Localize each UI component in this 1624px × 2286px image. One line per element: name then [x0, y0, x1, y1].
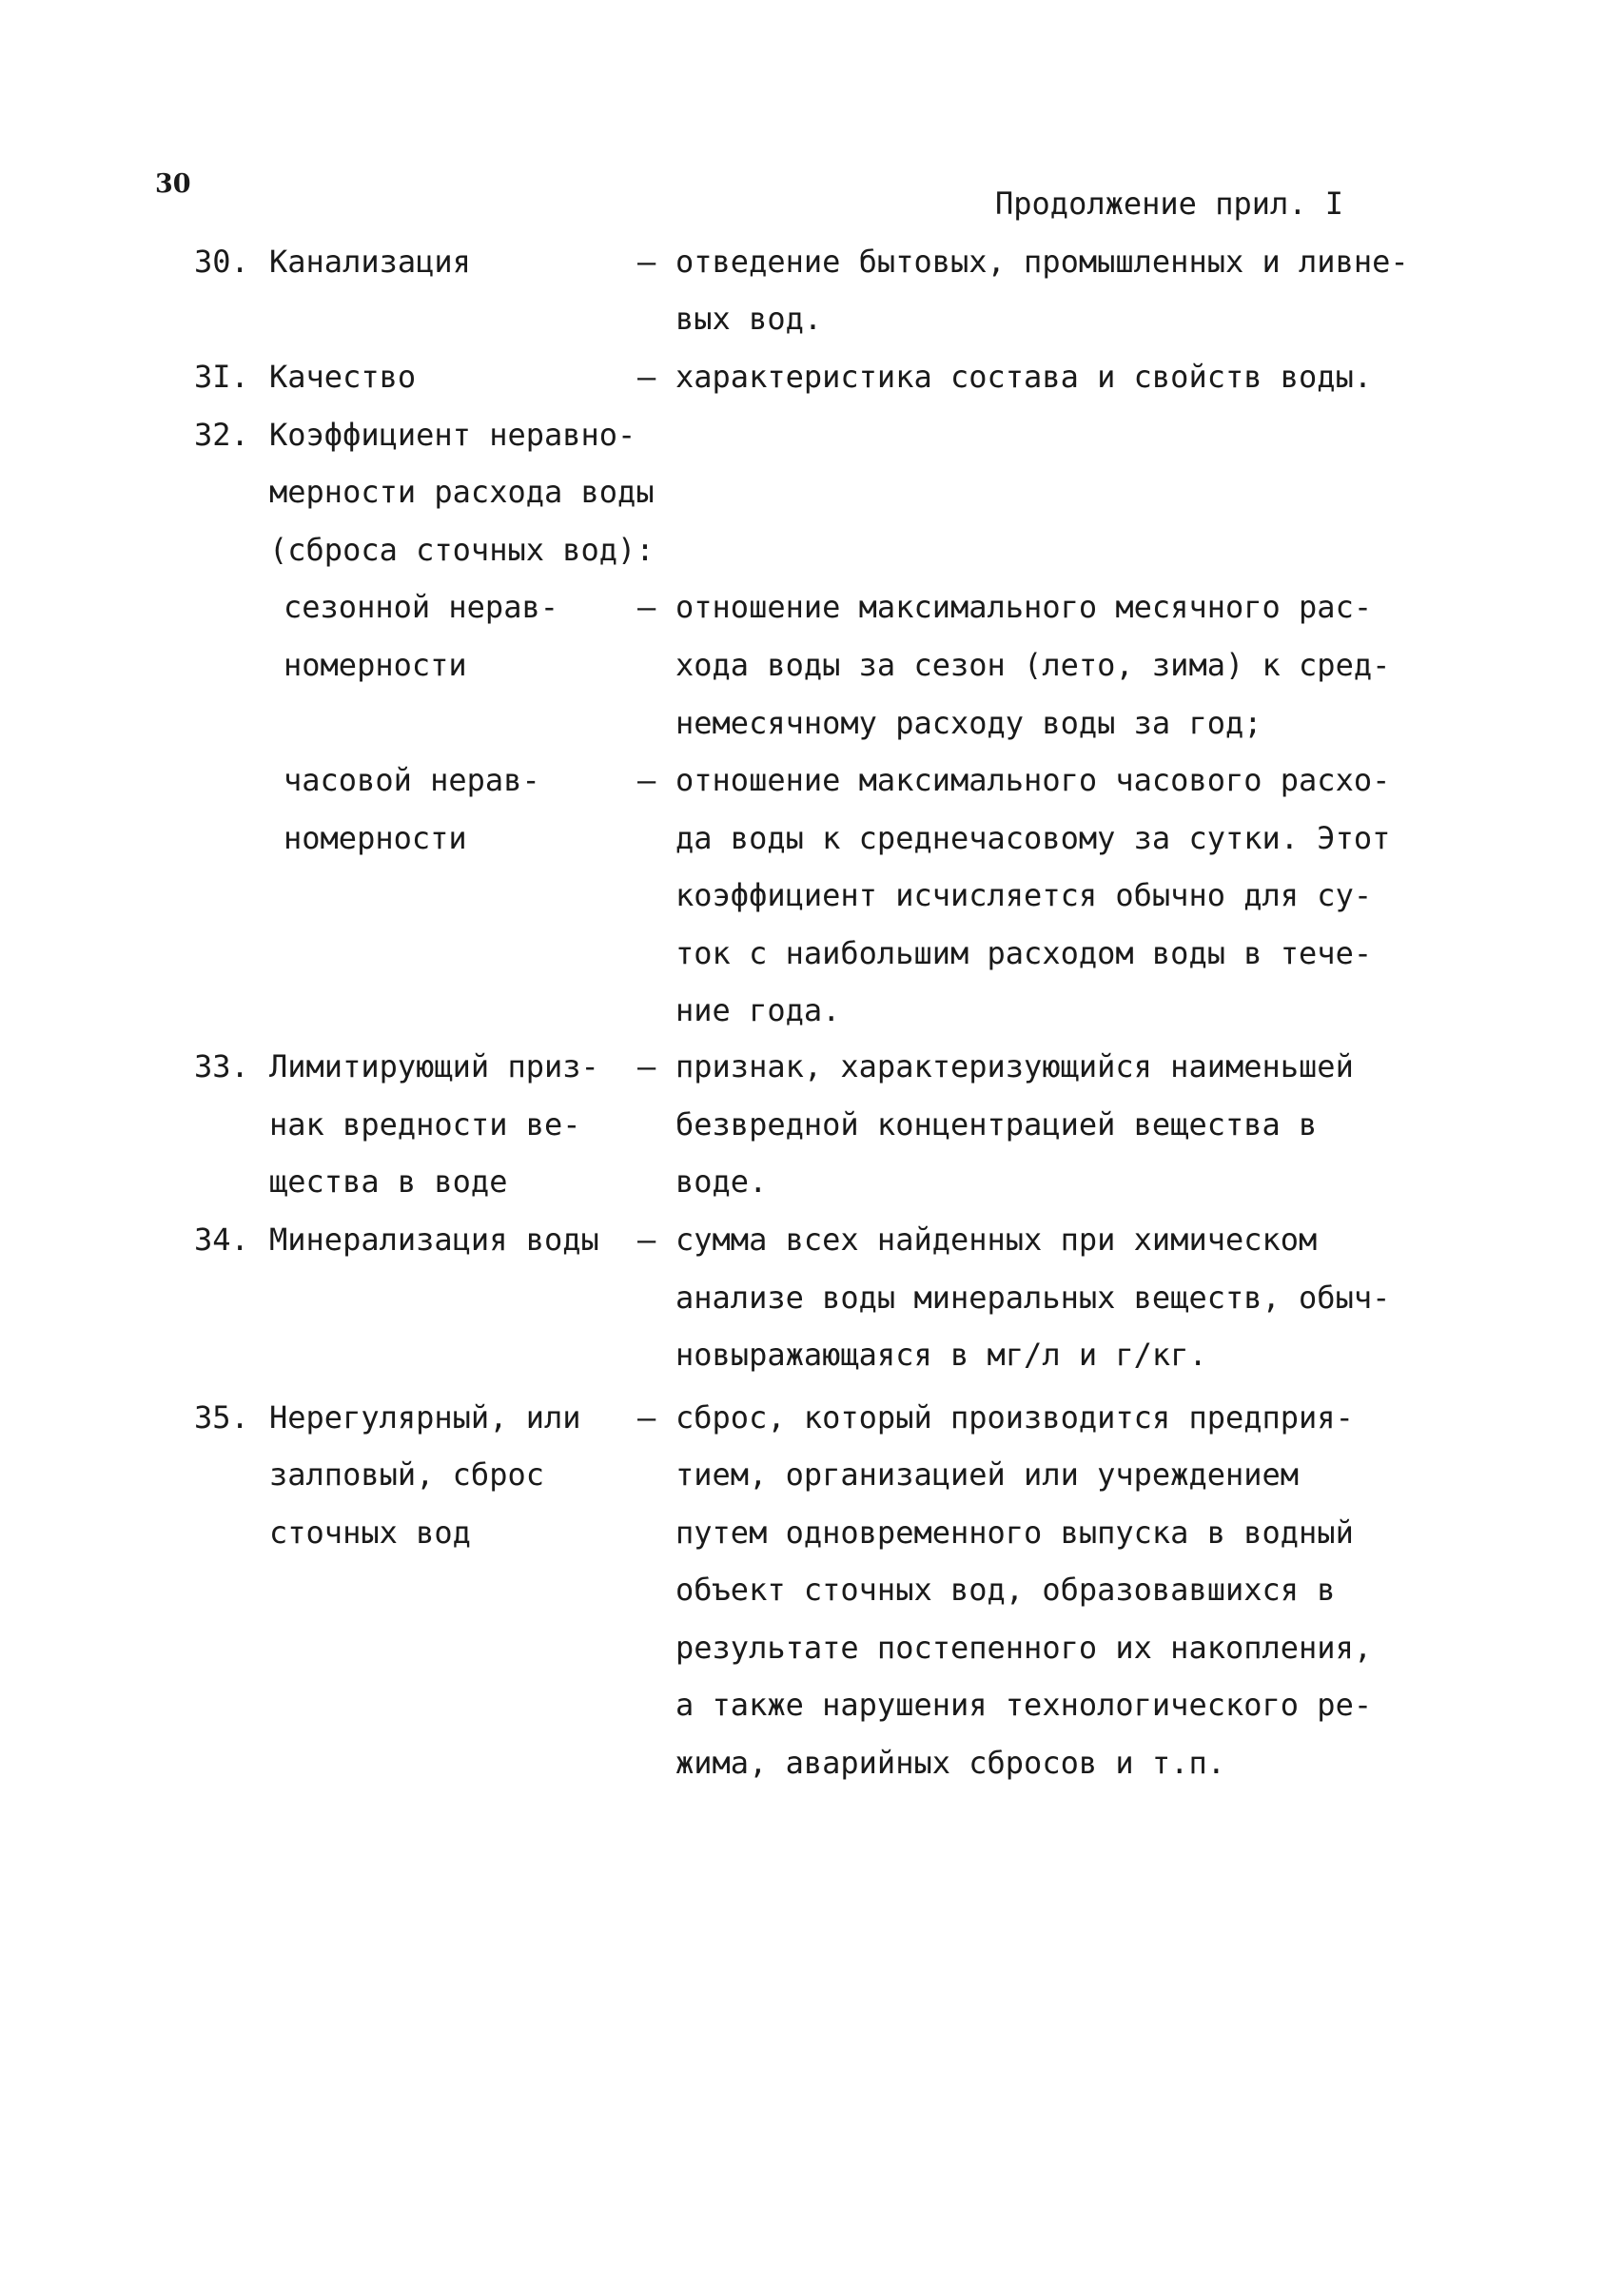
entry-number: 33. — [194, 1048, 249, 1084]
entry-definition-line: тием, организацией или учреждением — [675, 1456, 1300, 1493]
entry-term: мерности расхода воды — [269, 474, 655, 510]
entry-definition-line: жима, аварийных сбросов и т.п. — [675, 1745, 1225, 1781]
entry-term: залповый, сброс — [269, 1456, 544, 1493]
subentry-term: номерности — [284, 820, 467, 856]
entry-definition-line: немесячному расходу воды за год; — [675, 705, 1262, 741]
subentry-term: номерности — [284, 647, 467, 683]
entry-dash: – — [637, 244, 656, 280]
continuation-label: Продолжение прил. I — [995, 186, 1344, 222]
entry-definition-line: отношение максимального месячного рас- — [675, 589, 1373, 625]
entry-definition-line: объект сточных вод, образовавшихся в — [675, 1572, 1336, 1608]
entry-definition-line: ние года. — [675, 992, 841, 1028]
entry-definition-line: характеристика состава и свойств воды. — [675, 359, 1373, 395]
entry-definition-line: да воды к среднечасовому за сутки. Этот — [675, 820, 1391, 856]
entry-term: нак вредности ве- — [269, 1106, 581, 1143]
entry-definition-line: сброс, который производится предприя- — [675, 1399, 1354, 1436]
entry-dash: – — [637, 1048, 656, 1084]
entry-definition-line: а также нарушения технологического ре- — [675, 1687, 1373, 1723]
entry-dash: – — [637, 1221, 656, 1258]
entry-term: щества в воде — [269, 1163, 508, 1200]
entry-term: Минерализация воды — [269, 1221, 599, 1258]
entry-term: Качество — [269, 359, 417, 395]
entry-definition-line: ток с наибольшим расходом воды в тече- — [675, 935, 1373, 971]
entry-definition-line: безвредной концентрацией вещества в — [675, 1106, 1318, 1143]
entry-term: Коэффициент неравно- — [269, 417, 636, 453]
entry-dash: – — [637, 589, 656, 625]
entry-definition-line: новыражающаяся в мг/л и г/кг. — [675, 1337, 1207, 1373]
entry-definition-line: воде. — [675, 1163, 768, 1200]
entry-definition-line: коэффициент исчисляется обычно для су- — [675, 877, 1373, 913]
entry-definition-line: отношение максимального часового расхо- — [675, 762, 1391, 798]
entry-definition-line: отведение бытовых, промышленных и ливне- — [675, 244, 1409, 280]
entry-dash: – — [637, 1399, 656, 1436]
entry-number: 34. — [194, 1221, 249, 1258]
subentry-term: часовой нерав- — [284, 762, 540, 798]
entry-number: 32. — [194, 417, 249, 453]
entry-term: Лимитирующий приз- — [269, 1048, 599, 1084]
entry-definition-line: результате постепенного их накопления, — [675, 1630, 1373, 1666]
entry-definition-line: путем одновременного выпуска в водный — [675, 1514, 1354, 1551]
entry-dash: – — [637, 762, 656, 798]
entry-number: 35. — [194, 1399, 249, 1436]
entry-number: 30. — [194, 244, 249, 280]
entry-term: Нерегулярный, или — [269, 1399, 581, 1436]
entry-definition-line: вых вод. — [675, 301, 823, 337]
entry-definition-line: анализе воды минеральных веществ, обыч- — [675, 1280, 1391, 1316]
entry-number: 3I. — [194, 359, 249, 395]
entry-definition-line: хода воды за сезон (лето, зима) к сред- — [675, 647, 1391, 683]
entry-definition-line: признак, характеризующийся наименьшей — [675, 1048, 1354, 1084]
entry-dash: – — [637, 359, 656, 395]
subentry-term: сезонной нерав- — [284, 589, 558, 625]
page-number: 30 — [155, 169, 191, 199]
entry-definition-line: сумма всех найденных при химическом — [675, 1221, 1318, 1258]
entry-term: Канализация — [269, 244, 471, 280]
entry-term: (сброса сточных вод): — [269, 532, 655, 568]
entry-term: сточных вод — [269, 1514, 471, 1551]
